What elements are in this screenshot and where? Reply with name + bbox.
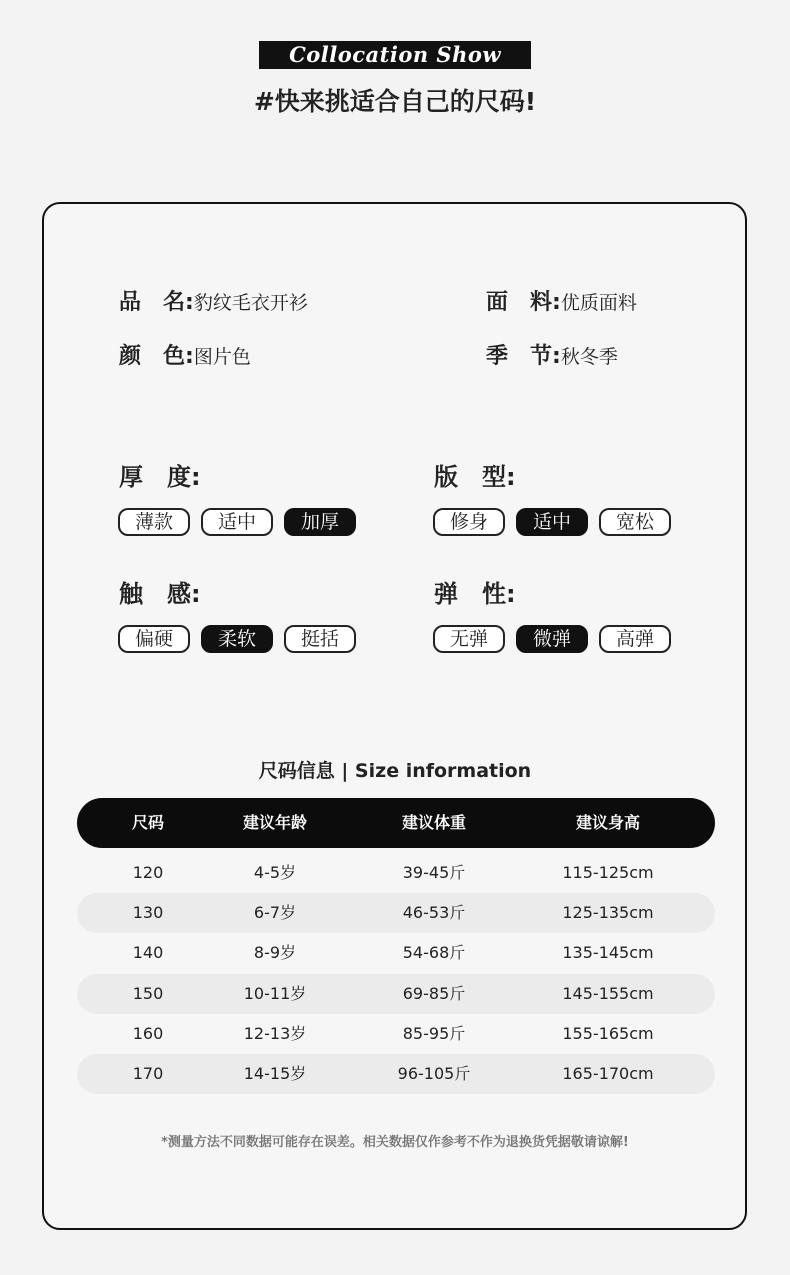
header-height: 建议身高: [575, 813, 640, 832]
cell-weight: 96-105斤: [397, 1064, 471, 1083]
cell-size: 130: [132, 903, 164, 922]
size-table-title: 尺码信息 | Size information: [258, 760, 532, 782]
header-size: 尺码: [131, 813, 164, 832]
attr-title-fit: 版 型:: [434, 463, 516, 491]
cell-size: 170: [132, 1064, 164, 1083]
attr-title-elasticity: 弹 性:: [434, 580, 516, 608]
cell-height: 125-135cm: [562, 903, 654, 922]
cell-age: 4-5岁: [253, 863, 297, 882]
fit-option-loose: 宽松: [599, 508, 671, 536]
cell-age: 10-11岁: [243, 984, 307, 1003]
info-label: 颜 色: [119, 344, 186, 369]
cell-height: 165-170cm: [562, 1064, 654, 1083]
cell-age: 8-9岁: [253, 943, 297, 962]
table-row: [77, 1014, 715, 1054]
cell-size: 140: [132, 943, 164, 962]
touch-option-crisp: 挺括: [284, 625, 356, 653]
table-row: [77, 853, 715, 893]
cell-size: 150: [132, 984, 164, 1003]
info-value: 豹纹毛衣开衫: [193, 292, 308, 314]
info-label: 面 料: [486, 290, 553, 315]
table-row: [77, 974, 715, 1014]
page-headline: #快来挑适合自己的尺码!: [253, 87, 537, 116]
info-item-fabric: 面 料:优质面料: [486, 290, 637, 315]
cell-weight: 39-45斤: [402, 863, 466, 882]
cell-height: 115-125cm: [562, 863, 654, 882]
cell-size: 160: [132, 1024, 164, 1043]
touch-option-hard: 偏硬: [118, 625, 190, 653]
info-label: 品 名: [119, 290, 186, 315]
cell-size: 120: [132, 863, 164, 882]
info-value: 图片色: [193, 346, 251, 368]
cell-weight: 85-95斤: [402, 1024, 466, 1043]
size-table-header: [77, 798, 715, 848]
elasticity-option-slight: 微弹: [516, 625, 588, 653]
header-age: 建议年龄: [242, 813, 307, 832]
info-value: 秋冬季: [560, 346, 618, 368]
cell-age: 6-7岁: [253, 903, 297, 922]
collocation-show-banner: Collocation Show: [259, 41, 531, 69]
table-row: [77, 1054, 715, 1094]
info-value: 优质面料: [560, 292, 637, 314]
thickness-option-thin: 薄款: [118, 508, 190, 536]
elasticity-option-none: 无弹: [433, 625, 505, 653]
thickness-option-medium: 适中: [201, 508, 273, 536]
info-item-season: 季 节:秋冬季: [486, 344, 618, 369]
cell-height: 155-165cm: [562, 1024, 654, 1043]
cell-weight: 69-85斤: [402, 984, 466, 1003]
cell-age: 14-15岁: [243, 1064, 307, 1083]
cell-weight: 54-68斤: [402, 943, 466, 962]
info-label: 季 节: [486, 344, 553, 369]
touch-option-soft: 柔软: [201, 625, 273, 653]
elasticity-option-high: 高弹: [599, 625, 671, 653]
info-item-color: 颜 色:图片色: [119, 344, 251, 369]
thickness-option-thick: 加厚: [284, 508, 356, 536]
table-row: [77, 933, 715, 973]
info-item-name: 品 名:豹纹毛衣开衫: [119, 290, 308, 315]
cell-age: 12-13岁: [243, 1024, 307, 1043]
measurement-disclaimer: *测量方法不同数据可能存在误差。相关数据仅作参考不作为退换货凭据敬请谅解!: [161, 1135, 629, 1150]
fit-option-regular: 适中: [516, 508, 588, 536]
table-row: [77, 893, 715, 933]
attr-title-touch: 触 感:: [119, 580, 201, 608]
cell-weight: 46-53斤: [402, 903, 466, 922]
cell-height: 135-145cm: [562, 943, 654, 962]
header-weight: 建议体重: [401, 813, 466, 832]
attr-title-thickness: 厚 度:: [119, 463, 201, 491]
cell-height: 145-155cm: [562, 984, 654, 1003]
fit-option-slim: 修身: [433, 508, 505, 536]
